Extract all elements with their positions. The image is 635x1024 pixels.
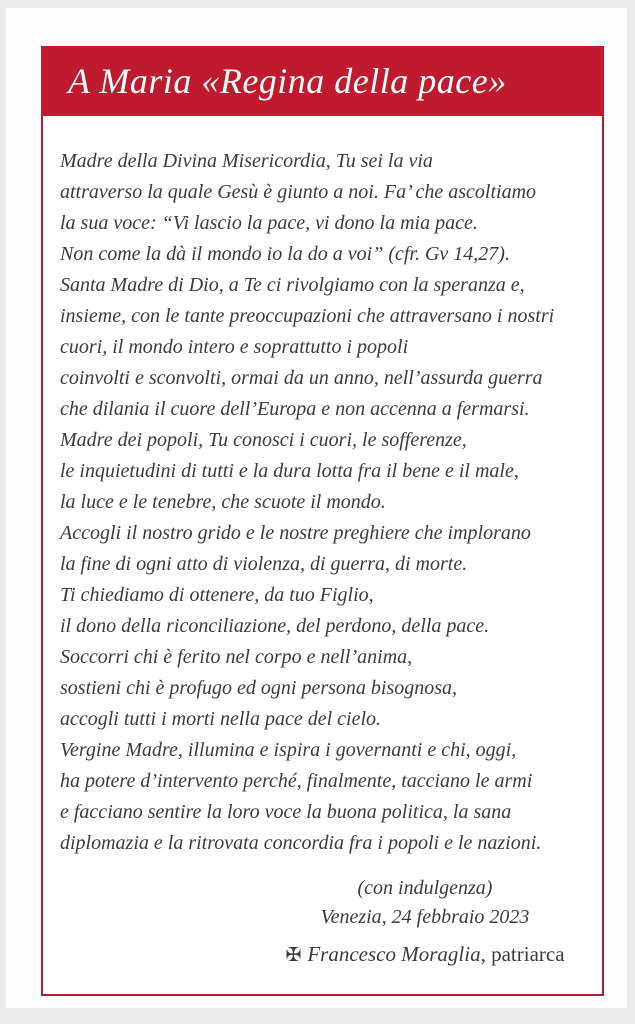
prayer-line: la luce e le tenebre, che scuote il mondo. [60,491,386,513]
prayer-line: diplomazia e la ritrovata concordia fra i popoli e le nazioni. [60,832,542,854]
prayer-line: la sua voce: “Vi lascio la pace, vi dono la mia pace. [60,212,478,234]
closing-block [260,874,590,932]
prayer-line: e facciano sentire la loro voce la buona politica, la sana [60,801,512,823]
place-date: Venezia, 24 febbraio 2023 [320,906,530,928]
cross-icon: ✠ [285,944,302,966]
prayer-line: insieme, con le tante preoccupazioni che attraversano i nostri [60,305,555,327]
prayer-line: Vergine Madre, illumina e ispira i governanti e chi, oggi, [60,739,517,761]
prayer-line: Santa Madre di Dio, a Te ci rivolgiamo con la speranza e, [60,274,525,296]
prayer-card [41,46,604,996]
prayer-line: la fine di ogni atto di violenza, di guerra, di morte. [60,553,468,575]
prayer-line: che dilania il cuore dell’Europa e non accenna a fermarsi. [60,398,530,420]
prayer-line: le inquietudini di tutti e la dura lotta fra il bene e il male, [60,460,519,482]
prayer-line: il dono della riconciliazione, del perdono, della pace. [60,615,490,637]
prayer-line: accogli tutti i morti nella pace del cielo. [60,708,382,730]
signature-name: Francesco Moraglia [307,942,481,966]
prayer-line: Accogli il nostro grido e le nostre preghiere che implorano [60,522,531,544]
prayer-line: ha potere d’intervento perché, finalmente, tacciano le armi [60,770,533,792]
prayer-line: coinvolti e sconvolti, ormai da un anno, nell’assurda guerra [60,367,543,389]
card-header [41,46,604,116]
signature-block [260,942,590,967]
prayer-line: Madre dei popoli, Tu conosci i cuori, le sofferenze, [60,429,467,451]
prayer-line: cuori, il mondo intero e soprattutto i popoli [60,336,409,358]
scanned-paper [6,8,627,1008]
card-title: A Maria «Regina della pace» [68,61,507,101]
signature-title: , patriarca [480,942,565,966]
prayer-line: Soccorri chi è ferito nel corpo e nell’anima, [60,646,413,668]
prayer-text [60,146,594,859]
prayer-line: sostieni chi è profugo ed ogni persona bisognosa, [60,677,458,699]
indulgence-note: (con indulgenza) [357,877,493,899]
prayer-line: Ti chiediamo di ottenere, da tuo Figlio, [60,584,374,606]
prayer-line: attraverso la quale Gesù è giunto a noi. Fa’ che ascoltiamo [60,181,537,203]
prayer-line: Madre della Divina Misericordia, Tu sei la via [60,150,433,172]
prayer-line: Non come la dà il mondo io la do a voi” (cfr. Gv 14,27). [60,243,510,265]
